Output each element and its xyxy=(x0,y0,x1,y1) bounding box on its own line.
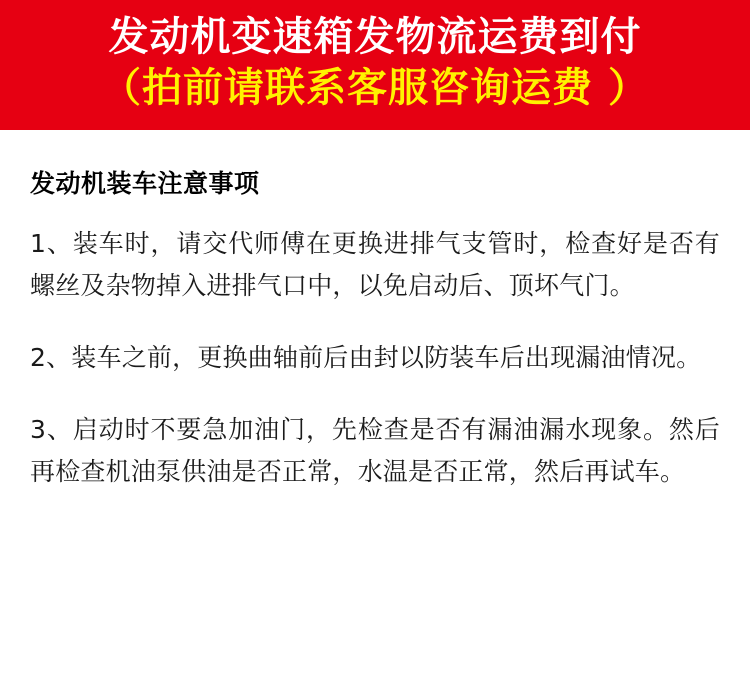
content-body xyxy=(0,130,750,493)
instruction-paragraph-2: 2、装车之前，更换曲轴前后由封以防装车后出现漏油情况。 xyxy=(30,343,702,373)
instruction-paragraph-1: 1、装车时，请交代师傅在更换进排气支管时，检查好是否有螺丝及杂物掉入进排气口中，以免启动后、顶坏气门。 xyxy=(30,229,720,301)
section-title: 发动机装车注意事项 xyxy=(30,169,260,199)
header-banner xyxy=(0,0,750,130)
banner-title-line1: 发动机变速箱发物流运费到付 xyxy=(108,14,642,60)
banner-title-line2: （拍前请联系客服咨询运费 ） xyxy=(101,65,649,112)
instruction-paragraph-3: 3、启动时不要急加油门，先检查是否有漏油漏水现象。然后再检查机油泵供油是否正常，水温是否正常，然后再试车。 xyxy=(30,415,720,487)
